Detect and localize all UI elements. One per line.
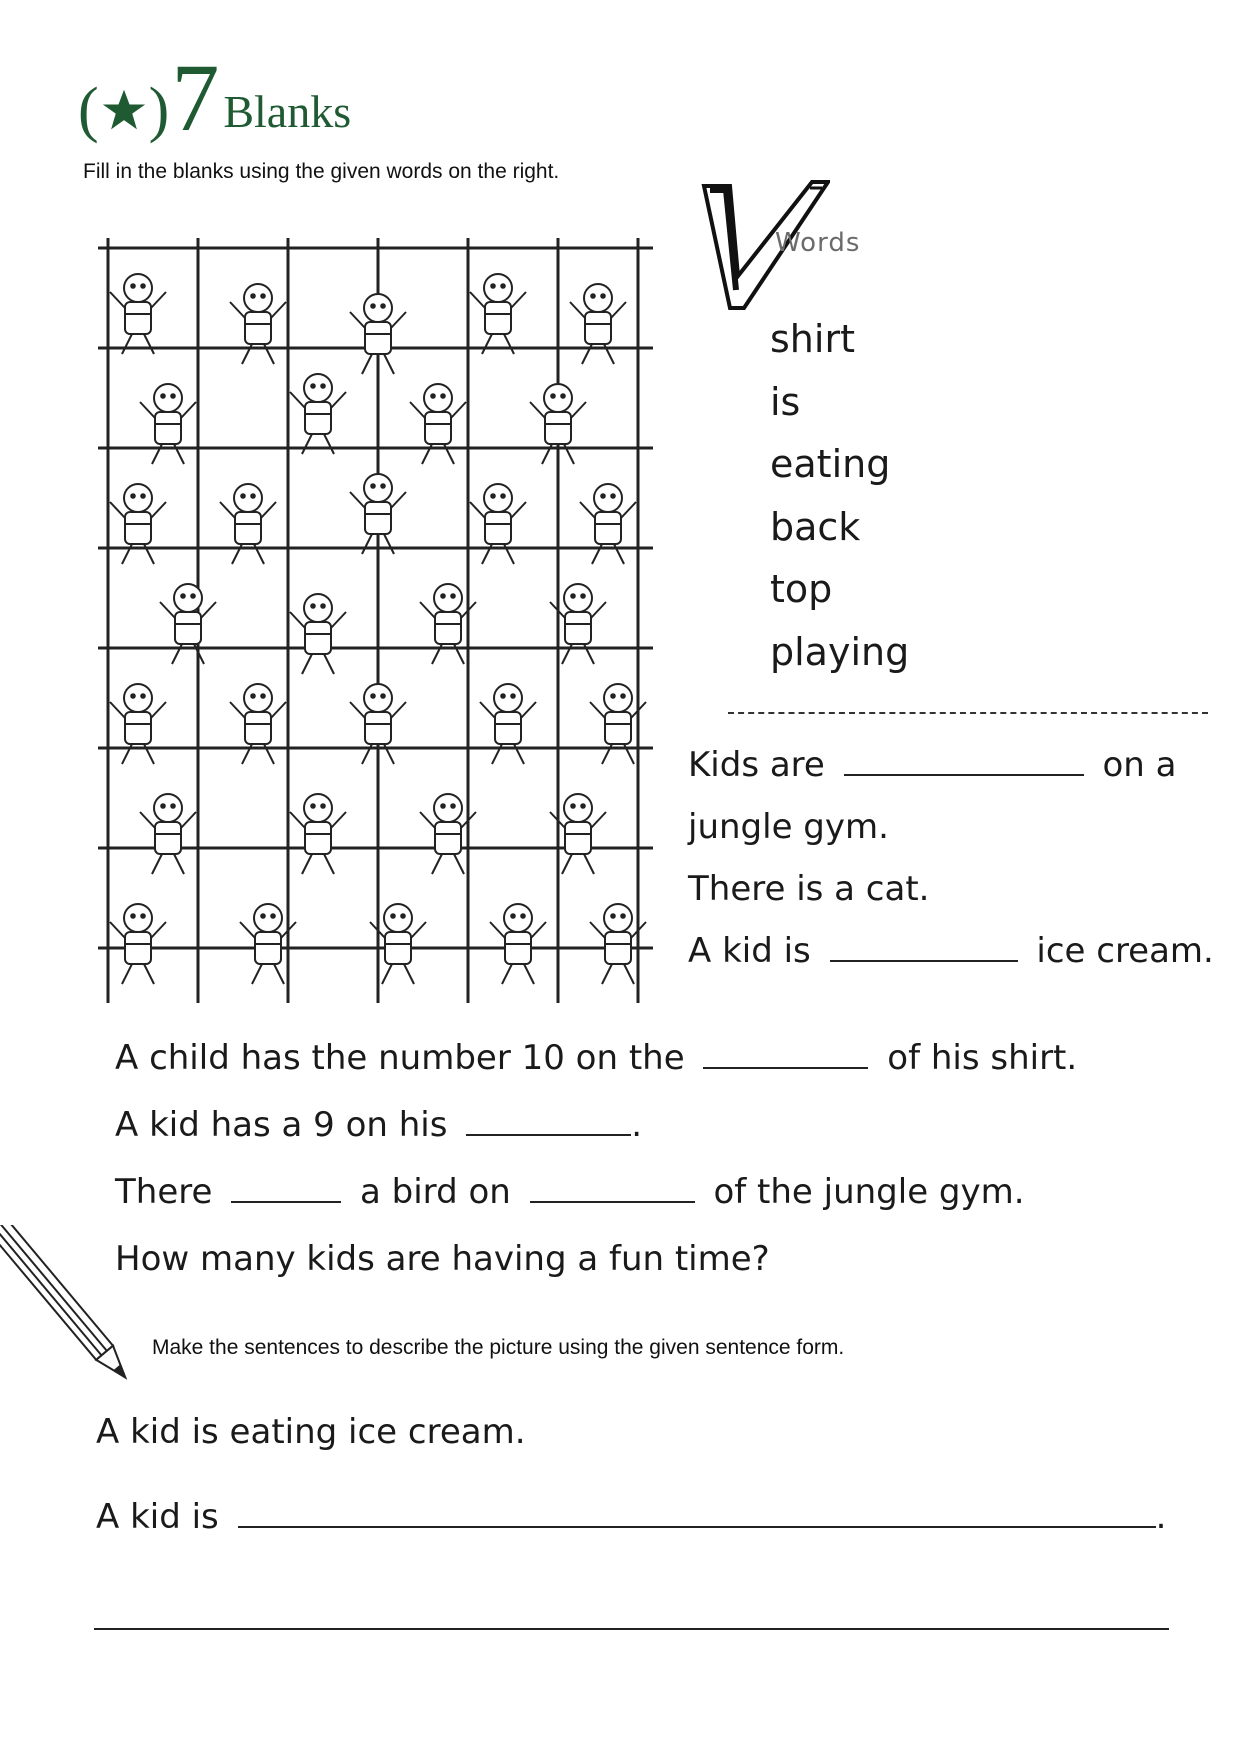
- kid-figure: [110, 904, 166, 984]
- sentence-text: Kids are: [688, 745, 825, 785]
- right-sentence-1: [688, 745, 1176, 785]
- exercise-heading: [78, 44, 352, 151]
- kid-figure: [110, 484, 166, 564]
- kid-figure: [410, 384, 466, 464]
- right-sentence-3: There is a cat.: [688, 869, 930, 909]
- kid-figure: [480, 684, 536, 764]
- answer-line-2[interactable]: [94, 1628, 1169, 1630]
- sentence-text: .: [631, 1105, 643, 1145]
- kid-figure: [110, 274, 166, 354]
- instruction-text: Fill in the blanks using the given words on the right.: [83, 160, 560, 183]
- kid-figure: [470, 274, 526, 354]
- kid-figure: [290, 374, 346, 454]
- kid-figure: [140, 794, 196, 874]
- word-item: shirt: [770, 317, 855, 361]
- answer-line[interactable]: [238, 1498, 1156, 1528]
- kid-figure: [490, 904, 546, 984]
- kid-figure: [110, 684, 166, 764]
- pencil-icon: [0, 1225, 140, 1395]
- right-sentence-2: jungle gym.: [688, 807, 889, 847]
- writing-prompt: [96, 1497, 1166, 1537]
- sentence-text: of his shirt.: [887, 1038, 1078, 1078]
- exercise-number: 7: [171, 44, 220, 151]
- sentence-text: on a: [1102, 745, 1177, 785]
- word-item: eating: [770, 442, 891, 487]
- word-list: [770, 308, 909, 684]
- fill-blank[interactable]: [530, 1173, 695, 1203]
- example-sentence: A kid is eating ice cream.: [96, 1412, 526, 1452]
- paren-left: (: [78, 76, 99, 145]
- word-item: top: [770, 567, 833, 612]
- lower-sentence-4: How many kids are having a fun time?: [115, 1239, 770, 1279]
- kid-figure: [290, 594, 346, 674]
- writing-instruction: Make the sentences to describe the picture using the given sentence form.: [152, 1336, 845, 1359]
- lower-sentence-3: [115, 1172, 1025, 1212]
- kid-figure: [290, 794, 346, 874]
- kid-figure: [230, 684, 286, 764]
- lower-sentence-2: [115, 1105, 642, 1145]
- kid-figure: [140, 384, 196, 464]
- sentence-text: of the jungle gym.: [713, 1172, 1025, 1212]
- kid-figure: [230, 284, 286, 364]
- fill-blank[interactable]: [703, 1039, 868, 1069]
- dashed-divider: [728, 712, 1208, 714]
- sentence-text: a bird on: [360, 1172, 511, 1212]
- sentence-text: ice cream.: [1036, 931, 1214, 971]
- kid-figure: [220, 484, 276, 564]
- lower-sentence-1: [115, 1038, 1077, 1078]
- jungle-gym-illustration: [78, 228, 670, 1008]
- fill-blank[interactable]: [466, 1106, 631, 1136]
- kid-figure: [570, 284, 626, 364]
- word-item: back: [770, 504, 861, 549]
- star-icon: [101, 87, 147, 133]
- kid-figure: [580, 484, 636, 564]
- paren-right: ): [148, 76, 170, 145]
- sentence-text: .: [1155, 1497, 1167, 1537]
- word-box-title: Words: [775, 228, 861, 258]
- exercise-label: Blanks: [223, 86, 352, 138]
- sentence-text: A kid has a 9 on his: [115, 1105, 448, 1145]
- word-item: is: [770, 379, 801, 424]
- right-sentence-4: [688, 931, 1214, 971]
- word-item: playing: [770, 629, 910, 674]
- sentence-text: There: [115, 1172, 213, 1212]
- sentence-text: A kid is: [96, 1497, 219, 1537]
- sentence-text: A child has the number 10 on the: [115, 1038, 685, 1078]
- kid-figure: [470, 484, 526, 564]
- fill-blank[interactable]: [844, 746, 1084, 776]
- fill-blank[interactable]: [231, 1173, 341, 1203]
- sentence-text: A kid is: [688, 931, 811, 971]
- kid-figure: [160, 584, 216, 664]
- fill-blank[interactable]: [830, 932, 1018, 962]
